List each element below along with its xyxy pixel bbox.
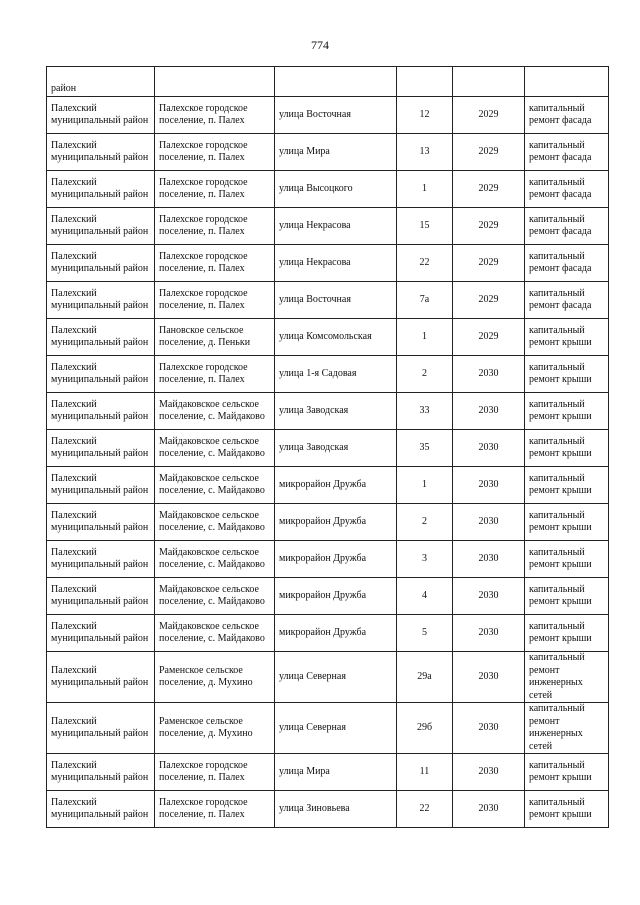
cell-settlement: Палехское городское поселение, п. Палех bbox=[155, 97, 275, 134]
cell-street: улица Северная bbox=[275, 703, 397, 754]
cell-street: микрорайон Дружба bbox=[275, 504, 397, 541]
cell-work-type: капитальный ремонт крыши bbox=[525, 504, 609, 541]
cell-year: 2030 bbox=[453, 754, 525, 791]
table-row bbox=[47, 754, 609, 791]
cell-street: улица Зиновьева bbox=[275, 791, 397, 828]
cell-year: 2030 bbox=[453, 652, 525, 703]
cell-street: улица Заводская bbox=[275, 430, 397, 467]
cell-street: микрорайон Дружба bbox=[275, 578, 397, 615]
cell-house-number: 1 bbox=[397, 171, 453, 208]
cell-house-number bbox=[397, 67, 453, 97]
cell-settlement: Палехское городское поселение, п. Палех bbox=[155, 754, 275, 791]
cell-house-number: 5 bbox=[397, 615, 453, 652]
cell-street: улица Заводская bbox=[275, 393, 397, 430]
table-row bbox=[47, 245, 609, 282]
cell-settlement: Палехское городское поселение, п. Палех bbox=[155, 791, 275, 828]
table-row-continuation bbox=[47, 67, 609, 97]
cell-district: район bbox=[47, 67, 155, 97]
cell-settlement: Майдаковское сельское поселение, с. Майдаково bbox=[155, 578, 275, 615]
cell-work-type: капитальный ремонт крыши bbox=[525, 578, 609, 615]
cell-house-number: 4 bbox=[397, 578, 453, 615]
cell-district: Палехский муниципальный район bbox=[47, 430, 155, 467]
cell-work-type: капитальный ремонт крыши bbox=[525, 541, 609, 578]
cell-district: Палехский муниципальный район bbox=[47, 171, 155, 208]
table-row bbox=[47, 356, 609, 393]
cell-house-number: 35 bbox=[397, 430, 453, 467]
cell-street: улица Комсомольская bbox=[275, 319, 397, 356]
table-row bbox=[47, 541, 609, 578]
cell-street: улица Высоцкого bbox=[275, 171, 397, 208]
cell-year: 2030 bbox=[453, 578, 525, 615]
cell-house-number: 11 bbox=[397, 754, 453, 791]
cell-street: улица Восточная bbox=[275, 97, 397, 134]
cell-year: 2030 bbox=[453, 791, 525, 828]
cell-house-number: 7а bbox=[397, 282, 453, 319]
cell-district: Палехский муниципальный район bbox=[47, 652, 155, 703]
table-row bbox=[47, 615, 609, 652]
cell-work-type: капитальный ремонт фасада bbox=[525, 282, 609, 319]
cell-district: Палехский муниципальный район bbox=[47, 97, 155, 134]
cell-street: микрорайон Дружба bbox=[275, 615, 397, 652]
table-row bbox=[47, 171, 609, 208]
cell-district: Палехский муниципальный район bbox=[47, 791, 155, 828]
cell-year: 2029 bbox=[453, 319, 525, 356]
cell-settlement: Майдаковское сельское поселение, с. Майдаково bbox=[155, 504, 275, 541]
cell-street: улица Мира bbox=[275, 754, 397, 791]
cell-house-number: 15 bbox=[397, 208, 453, 245]
cell-district: Палехский муниципальный район bbox=[47, 578, 155, 615]
cell-district: Палехский муниципальный район bbox=[47, 703, 155, 754]
cell-district: Палехский муниципальный район bbox=[47, 467, 155, 504]
cell-work-type: капитальный ремонт крыши bbox=[525, 319, 609, 356]
table-row bbox=[47, 504, 609, 541]
cell-street: улица Северная bbox=[275, 652, 397, 703]
cell-year: 2029 bbox=[453, 134, 525, 171]
cell-district: Палехский муниципальный район bbox=[47, 541, 155, 578]
cell-work-type: капитальный ремонт фасада bbox=[525, 208, 609, 245]
cell-year: 2029 bbox=[453, 97, 525, 134]
cell-settlement: Майдаковское сельское поселение, с. Майдаково bbox=[155, 393, 275, 430]
table-row bbox=[47, 282, 609, 319]
repair-schedule-table bbox=[46, 66, 609, 828]
cell-settlement: Майдаковское сельское поселение, с. Майдаково bbox=[155, 467, 275, 504]
table-row bbox=[47, 134, 609, 171]
cell-work-type: капитальный ремонт крыши bbox=[525, 615, 609, 652]
table-row bbox=[47, 791, 609, 828]
cell-settlement: Майдаковское сельское поселение, с. Майдаково bbox=[155, 615, 275, 652]
cell-district: Палехский муниципальный район bbox=[47, 504, 155, 541]
table-row bbox=[47, 319, 609, 356]
cell-street: улица Мира bbox=[275, 134, 397, 171]
cell-district: Палехский муниципальный район bbox=[47, 356, 155, 393]
cell-work-type: капитальный ремонт крыши bbox=[525, 754, 609, 791]
cell-district: Палехский муниципальный район bbox=[47, 393, 155, 430]
cell-work-type: капитальный ремонт крыши bbox=[525, 356, 609, 393]
cell-year: 2029 bbox=[453, 245, 525, 282]
cell-work-type bbox=[525, 67, 609, 97]
cell-street: улица 1-я Садовая bbox=[275, 356, 397, 393]
cell-settlement: Палехское городское поселение, п. Палех bbox=[155, 245, 275, 282]
cell-district: Палехский муниципальный район bbox=[47, 282, 155, 319]
cell-settlement bbox=[155, 67, 275, 97]
cell-work-type: капитальный ремонт крыши bbox=[525, 467, 609, 504]
cell-house-number: 22 bbox=[397, 791, 453, 828]
cell-work-type: капитальный ремонт фасада bbox=[525, 171, 609, 208]
cell-year: 2030 bbox=[453, 467, 525, 504]
cell-house-number: 2 bbox=[397, 504, 453, 541]
cell-settlement: Майдаковское сельское поселение, с. Майдаково bbox=[155, 541, 275, 578]
cell-year: 2029 bbox=[453, 282, 525, 319]
cell-house-number: 29а bbox=[397, 652, 453, 703]
cell-settlement: Майдаковское сельское поселение, с. Майдаково bbox=[155, 430, 275, 467]
cell-work-type: капитальный ремонт крыши bbox=[525, 791, 609, 828]
cell-year: 2030 bbox=[453, 504, 525, 541]
cell-year: 2029 bbox=[453, 208, 525, 245]
cell-street: улица Некрасова bbox=[275, 208, 397, 245]
cell-settlement: Палехское городское поселение, п. Палех bbox=[155, 171, 275, 208]
cell-district: Палехский муниципальный район bbox=[47, 754, 155, 791]
cell-district: Палехский муниципальный район bbox=[47, 319, 155, 356]
table-row bbox=[47, 208, 609, 245]
cell-settlement: Раменское сельское поселение, д. Мухино bbox=[155, 652, 275, 703]
cell-year: 2030 bbox=[453, 541, 525, 578]
cell-work-type: капитальный ремонт крыши bbox=[525, 393, 609, 430]
table-row bbox=[47, 467, 609, 504]
cell-street: улица Восточная bbox=[275, 282, 397, 319]
cell-district: Палехский муниципальный район bbox=[47, 245, 155, 282]
cell-street: микрорайон Дружба bbox=[275, 467, 397, 504]
cell-settlement: Раменское сельское поселение, д. Мухино bbox=[155, 703, 275, 754]
cell-house-number: 1 bbox=[397, 319, 453, 356]
cell-year: 2030 bbox=[453, 615, 525, 652]
cell-house-number: 3 bbox=[397, 541, 453, 578]
table-row bbox=[47, 393, 609, 430]
cell-settlement: Палехское городское поселение, п. Палех bbox=[155, 208, 275, 245]
cell-house-number: 1 bbox=[397, 467, 453, 504]
table-row bbox=[47, 430, 609, 467]
table-row bbox=[47, 97, 609, 134]
page-number: 774 bbox=[311, 38, 329, 52]
cell-district: Палехский муниципальный район bbox=[47, 134, 155, 171]
cell-work-type: капитальный ремонт фасада bbox=[525, 134, 609, 171]
cell-work-type: капитальный ремонт инженерных сетей bbox=[525, 703, 609, 754]
cell-house-number: 13 bbox=[397, 134, 453, 171]
table-row bbox=[47, 652, 609, 703]
cell-work-type: капитальный ремонт фасада bbox=[525, 97, 609, 134]
cell-house-number: 22 bbox=[397, 245, 453, 282]
cell-settlement: Палехское городское поселение, п. Палех bbox=[155, 134, 275, 171]
cell-year: 2030 bbox=[453, 393, 525, 430]
cell-house-number: 2 bbox=[397, 356, 453, 393]
cell-settlement: Палехское городское поселение, п. Палех bbox=[155, 356, 275, 393]
cell-year: 2030 bbox=[453, 356, 525, 393]
cell-district: Палехский муниципальный район bbox=[47, 208, 155, 245]
table-body bbox=[47, 67, 609, 828]
cell-year bbox=[453, 67, 525, 97]
cell-year: 2030 bbox=[453, 703, 525, 754]
cell-house-number: 29б bbox=[397, 703, 453, 754]
cell-work-type: капитальный ремонт инженерных сетей bbox=[525, 652, 609, 703]
cell-house-number: 33 bbox=[397, 393, 453, 430]
cell-settlement: Пановское сельское поселение, д. Пеньки bbox=[155, 319, 275, 356]
table-row bbox=[47, 578, 609, 615]
table-row bbox=[47, 703, 609, 754]
cell-street: микрорайон Дружба bbox=[275, 541, 397, 578]
cell-work-type: капитальный ремонт крыши bbox=[525, 430, 609, 467]
cell-street: улица Некрасова bbox=[275, 245, 397, 282]
cell-district: Палехский муниципальный район bbox=[47, 615, 155, 652]
cell-house-number: 12 bbox=[397, 97, 453, 134]
cell-work-type: капитальный ремонт фасада bbox=[525, 245, 609, 282]
cell-street bbox=[275, 67, 397, 97]
cell-settlement: Палехское городское поселение, п. Палех bbox=[155, 282, 275, 319]
cell-year: 2030 bbox=[453, 430, 525, 467]
cell-year: 2029 bbox=[453, 171, 525, 208]
